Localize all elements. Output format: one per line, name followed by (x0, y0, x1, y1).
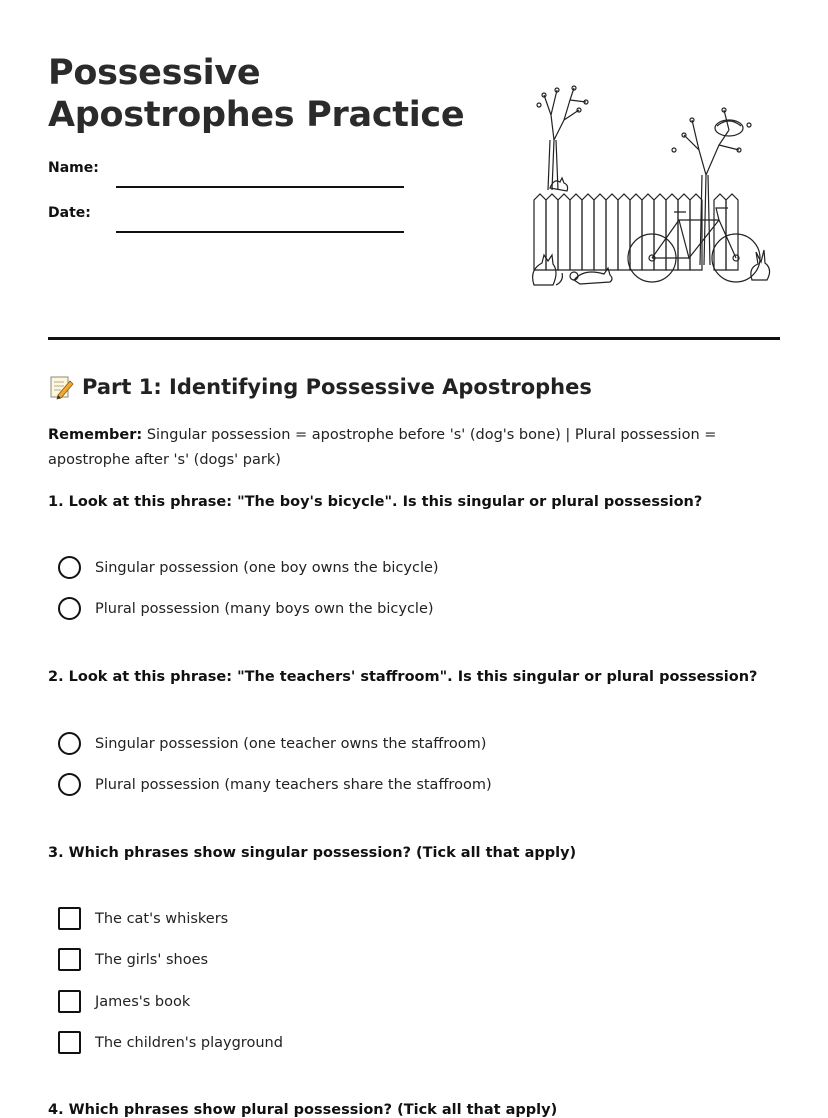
remember-note (48, 423, 778, 473)
option-label: James's book (95, 993, 191, 1010)
option-label: The children's playground (95, 1034, 283, 1051)
remember-label: Remember: (48, 427, 143, 443)
radio-button[interactable] (58, 556, 81, 579)
option-label: Singular possession (one teacher owns the staffroom) (95, 735, 487, 752)
radio-button[interactable] (58, 773, 81, 796)
option-label: Plural possession (many boys own the bicycle) (95, 600, 434, 617)
fence-bicycle-illustration (524, 80, 774, 295)
q2-option-plural[interactable] (58, 773, 492, 796)
name-field[interactable] (116, 186, 404, 188)
date-field-row (48, 205, 404, 221)
radio-button[interactable] (58, 597, 81, 620)
question-3: 3. Which phrases show singular possession? (Tick all that apply) (48, 845, 577, 861)
date-label: Date: (48, 205, 91, 221)
checkbox[interactable] (58, 907, 81, 930)
q3-option-2[interactable] (58, 948, 208, 971)
remember-text: Singular possession = apostrophe before 's' (dog's bone) | Plural possession = apostrophe after 's' (dogs' park) (48, 427, 717, 468)
question-4: 4. Which phrases show plural possession? (Tick all that apply) (48, 1102, 558, 1118)
section-heading (48, 374, 592, 400)
option-label: Singular possession (one boy owns the bicycle) (95, 559, 439, 576)
checkbox[interactable] (58, 948, 81, 971)
q1-option-singular[interactable] (58, 556, 439, 579)
option-label: The girls' shoes (95, 951, 209, 968)
radio-button[interactable] (58, 732, 81, 755)
checkbox[interactable] (58, 1031, 81, 1054)
name-field-row (48, 160, 404, 176)
q3-option-1[interactable] (58, 907, 228, 930)
q1-option-plural[interactable] (58, 597, 434, 620)
q3-option-4[interactable] (58, 1031, 283, 1054)
page-title: Possessive Apostrophes Practice (48, 53, 465, 135)
section-title: Part 1: Identifying Possessive Apostrophes (82, 375, 592, 399)
question-2: 2. Look at this phrase: "The teachers' staffroom". Is this singular or plural possession? (48, 669, 758, 685)
checkbox[interactable] (58, 990, 81, 1013)
question-1: 1. Look at this phrase: "The boy's bicycle". Is this singular or plural possession? (48, 494, 703, 510)
date-field[interactable] (116, 231, 404, 233)
q2-option-singular[interactable] (58, 732, 486, 755)
header-divider (48, 337, 780, 340)
name-label: Name: (48, 160, 99, 176)
memo-icon (48, 374, 74, 400)
option-label: Plural possession (many teachers share the staffroom) (95, 776, 492, 793)
q3-option-3[interactable] (58, 990, 190, 1013)
option-label: The cat's whiskers (95, 910, 229, 927)
